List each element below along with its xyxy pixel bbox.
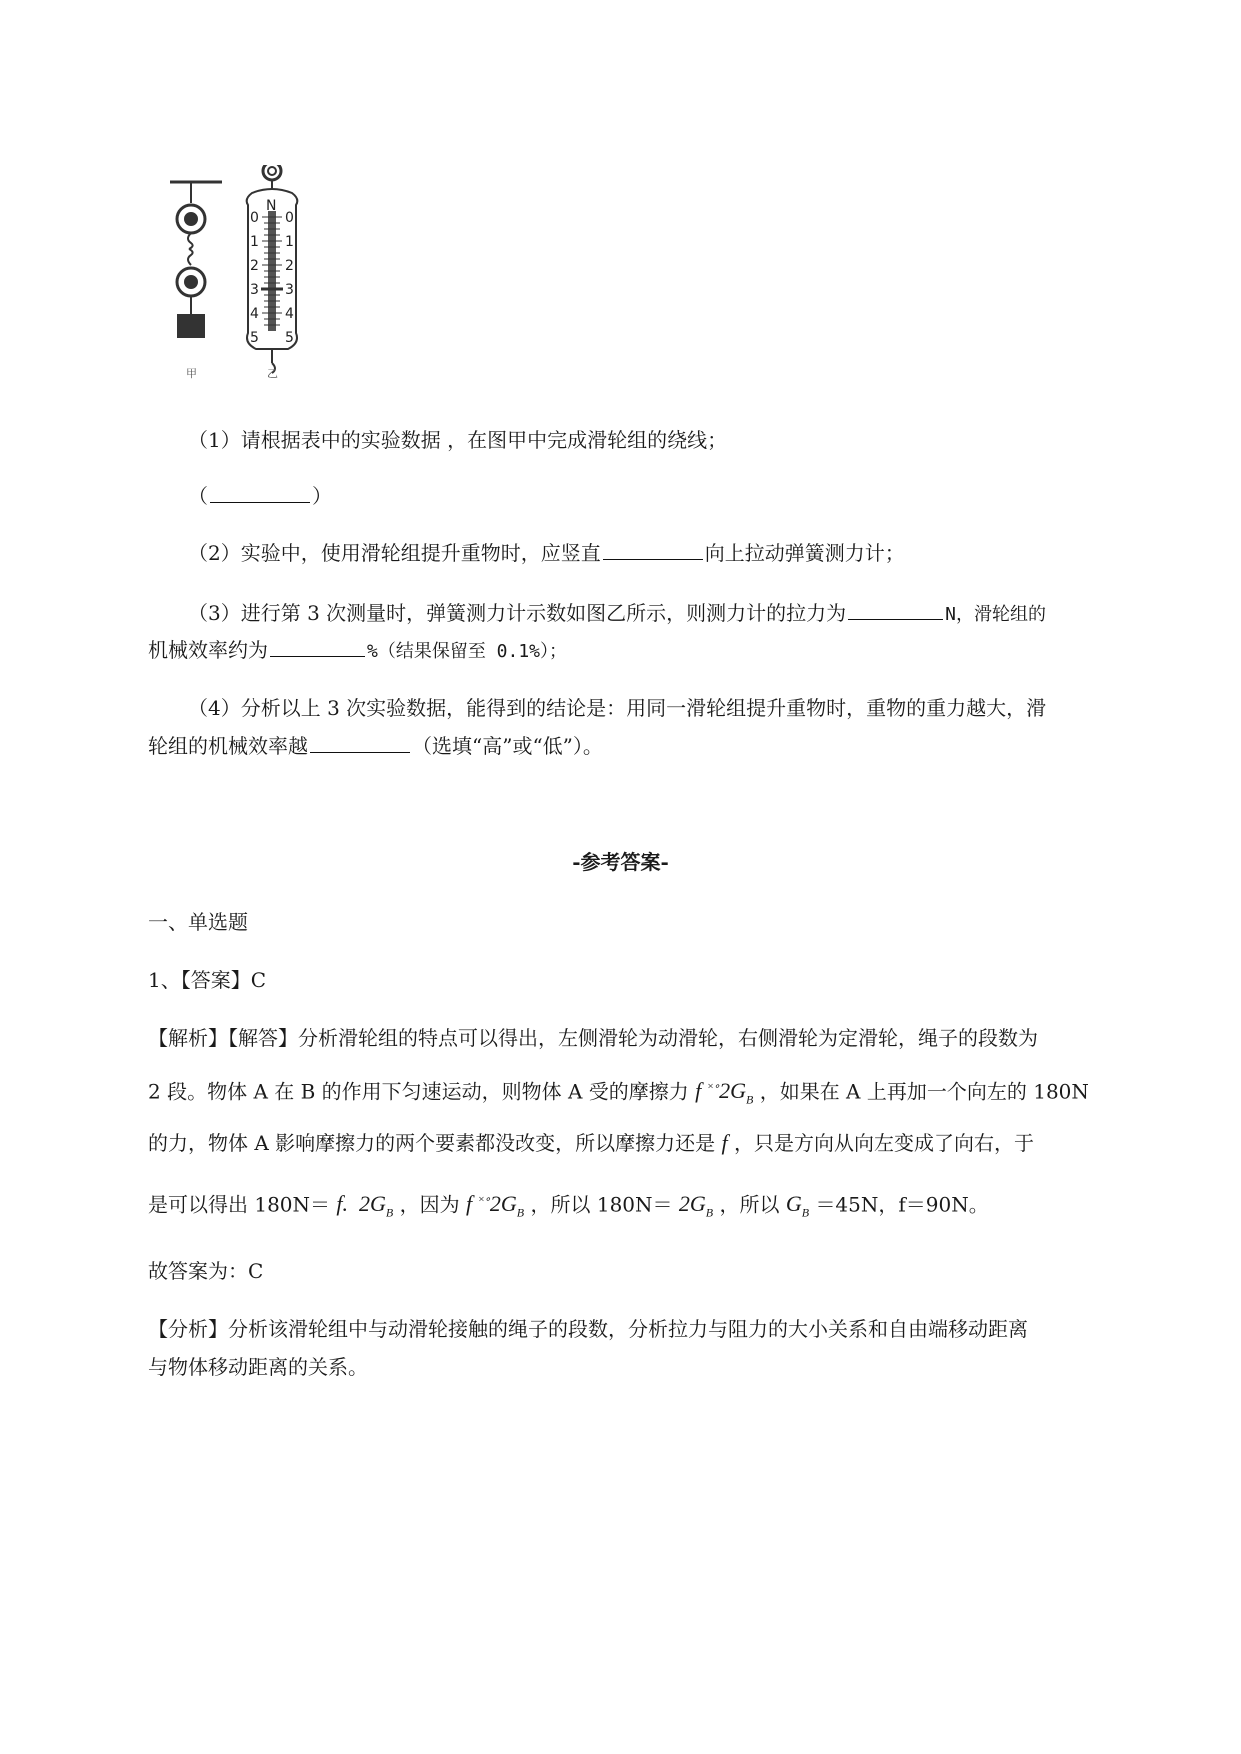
answer-blank-5[interactable] bbox=[310, 730, 410, 753]
paren-close: ） bbox=[312, 484, 332, 508]
math-sub-b-5: B bbox=[801, 1205, 810, 1220]
math-f-2: f bbox=[721, 1130, 728, 1155]
q3-text-before: （3）进行第 3 次测量时，弹簧测力计示数如图乙所示，则测力计的拉力为 bbox=[188, 601, 847, 625]
math-symbol-2: ×∘ bbox=[477, 1194, 490, 1206]
analysis-l2-text-b: ，如果在 A 上再加一个向左的 180N bbox=[759, 1079, 1089, 1104]
math-2g-3: 2G bbox=[489, 1191, 517, 1217]
math-symbol: ×∘ bbox=[706, 1081, 720, 1093]
final-answer: 故答案为：C bbox=[148, 1259, 264, 1283]
math-sub-b-4: B bbox=[705, 1205, 714, 1220]
q2-text-before: （2）实验中，使用滑轮组提升重物时，应竖直 bbox=[188, 541, 601, 565]
scale-num-right-1: 1 bbox=[285, 234, 294, 250]
analysis-l4-text-c: ，所以 180N＝ bbox=[530, 1192, 673, 1217]
math-sub-b: B bbox=[746, 1092, 754, 1107]
scale-unit: N bbox=[266, 198, 277, 214]
scale-num-left-4: 4 bbox=[250, 306, 259, 322]
figure-label-yi: 乙 bbox=[267, 367, 278, 380]
math-2g: 2G bbox=[719, 1078, 746, 1104]
math-f-dot: f. bbox=[336, 1191, 349, 1217]
analysis-l4-text-a: 是可以得出 180N＝ bbox=[148, 1192, 331, 1217]
scale-num-right-5: 5 bbox=[285, 330, 294, 346]
analysis-l4-text-b: ，因为 bbox=[399, 1192, 460, 1217]
pulley-system-drawing bbox=[170, 182, 222, 337]
formula-f-2g bbox=[336, 1191, 394, 1220]
analysis-line-1: 【解析】【解答】分析滑轮组的特点可以得出，左侧滑轮为动滑轮，右侧滑轮为定滑轮，绳子的段数为 bbox=[148, 1026, 1038, 1050]
analysis-line-2 bbox=[148, 1071, 1089, 1116]
analysis-l4-text-e: ＝45N，f＝90N。 bbox=[815, 1192, 989, 1217]
question-3-line-2 bbox=[148, 634, 567, 668]
scale-num-left-1: 1 bbox=[250, 234, 259, 250]
scale-num-right-4: 4 bbox=[285, 306, 294, 322]
math-sub-b-3: B bbox=[516, 1205, 525, 1220]
math-2g-4: 2G bbox=[678, 1191, 706, 1217]
analysis-line-4 bbox=[148, 1184, 989, 1229]
question-4-line-1: （4）分析以上 3 次实验数据，能得到的结论是：用同一滑轮组提升重物时，重物的重力越大，滑 bbox=[188, 696, 1047, 720]
q3-unit: N，滑轮组的 bbox=[945, 604, 1047, 625]
q4-line2-before: 轮组的机械效率越 bbox=[148, 734, 308, 758]
q4-line2-after: （选填“高”或“低”）。 bbox=[412, 734, 603, 758]
summary-line-1: 【分析】分析该滑轮组中与动滑轮接触的绳子的段数，分析拉力与阻力的大小关系和自由端移动距离 bbox=[148, 1317, 1028, 1341]
question-3-line-1 bbox=[188, 597, 1046, 631]
scale-num-left-2: 2 bbox=[250, 258, 259, 274]
figure-label-jia: 甲 bbox=[186, 367, 197, 380]
scale-num-right-2: 2 bbox=[285, 258, 294, 274]
analysis-l3-text-b: ，只是方向从向左变成了向右，于 bbox=[734, 1131, 1035, 1155]
q2-text-after: 向上拉动弹簧测力计； bbox=[704, 541, 905, 565]
analysis-l4-text-d: ，所以 bbox=[719, 1192, 780, 1217]
pulley-and-spring-scale-figure bbox=[170, 165, 360, 430]
paren-open: （ bbox=[188, 484, 208, 508]
question-1-answer-line bbox=[188, 480, 332, 512]
math-f: f bbox=[695, 1078, 702, 1104]
analysis-line-3 bbox=[148, 1127, 1034, 1159]
question-4-line-2 bbox=[148, 730, 603, 762]
answer-blank-1[interactable] bbox=[210, 480, 310, 503]
scale-num-left-3: 3 bbox=[250, 282, 259, 298]
answer-blank-3[interactable] bbox=[848, 597, 943, 620]
analysis-l2-text-a: 2 段。物体 A 在 B 的作用下匀速运动，则物体 A 受的摩擦力 bbox=[148, 1079, 689, 1104]
formula-g bbox=[785, 1191, 810, 1220]
answer-blank-2[interactable] bbox=[603, 537, 703, 560]
q3-line2-after: %（结果保留至 0.1%）； bbox=[367, 641, 568, 662]
formula-friction bbox=[695, 1078, 754, 1107]
scale-num-right-0: 0 bbox=[285, 210, 294, 226]
scale-num-right-3: 3 bbox=[285, 282, 294, 298]
question-1: （1）请根据表中的实验数据 ，在图甲中完成滑轮组的绕线； bbox=[188, 428, 728, 452]
formula-friction-2 bbox=[465, 1191, 525, 1220]
experiment-diagram bbox=[170, 165, 360, 405]
scale-num-left-0: 0 bbox=[250, 210, 259, 226]
math-2g-2: 2G bbox=[359, 1191, 386, 1217]
summary-line-2: 与物体移动距离的关系。 bbox=[148, 1355, 368, 1379]
math-f-3: f bbox=[465, 1191, 473, 1217]
scale-num-left-5: 5 bbox=[250, 330, 259, 346]
section-title: 一、单选题 bbox=[148, 910, 248, 934]
math-g: G bbox=[785, 1191, 802, 1217]
answer-blank-4[interactable] bbox=[270, 634, 365, 657]
answers-heading: -参考答案- bbox=[572, 850, 669, 874]
answer-item-1: 1、【答案】C bbox=[148, 968, 267, 992]
formula-2g bbox=[678, 1191, 714, 1220]
analysis-l3-text-a: 的力，物体 A 影响摩擦力的两个要素都没改变，所以摩擦力还是 bbox=[148, 1131, 716, 1155]
math-sub-b-2: B bbox=[385, 1205, 394, 1220]
q3-line2-before: 机械效率约为 bbox=[148, 638, 268, 662]
question-2 bbox=[188, 537, 905, 569]
